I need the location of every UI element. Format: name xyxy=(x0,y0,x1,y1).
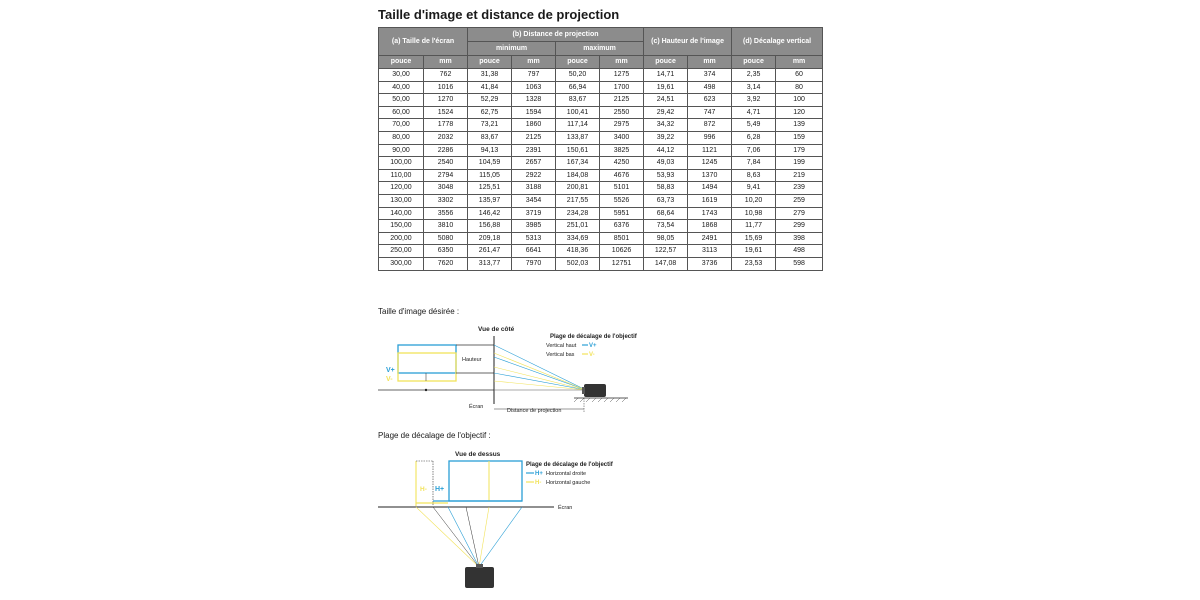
table-cell: 3454 xyxy=(512,194,556,207)
table-cell: 9,41 xyxy=(732,182,776,195)
table-cell: 5313 xyxy=(512,232,556,245)
table-cell: 125,51 xyxy=(468,182,512,195)
table-cell: 68,64 xyxy=(644,207,688,220)
table-cell: 115,05 xyxy=(468,169,512,182)
table-cell: 62,75 xyxy=(468,106,512,119)
table-cell: 3302 xyxy=(424,194,468,207)
table-cell: 40,00 xyxy=(379,81,424,94)
table-cell: 1494 xyxy=(688,182,732,195)
table-row xyxy=(379,106,823,119)
top-h-minus: H- xyxy=(420,486,427,493)
table-cell: 2550 xyxy=(600,106,644,119)
table-cell: 104,59 xyxy=(468,157,512,170)
side-screen-label: Écran xyxy=(469,404,484,410)
top-screen-hplus xyxy=(449,461,522,501)
table-cell: 44,12 xyxy=(644,144,688,157)
header-projection-distance: (b) Distance de projection xyxy=(468,28,644,42)
table-cell: 6641 xyxy=(512,245,556,258)
table-cell: 50,20 xyxy=(556,69,600,82)
table-cell: 4250 xyxy=(600,157,644,170)
table-cell: 200,81 xyxy=(556,182,600,195)
table-cell: 24,51 xyxy=(644,94,688,107)
table-row xyxy=(379,131,823,144)
table-row xyxy=(379,182,823,195)
top-legend-h-plus-label: Horizontal droite xyxy=(546,471,587,477)
table-cell: 5080 xyxy=(424,232,468,245)
table-body xyxy=(379,69,823,271)
table-cell: 122,57 xyxy=(644,245,688,258)
table-cell: 73,54 xyxy=(644,220,688,233)
side-legend-v-minus-label: Vertical bas xyxy=(546,352,575,358)
table-cell: 3400 xyxy=(600,131,644,144)
table-row xyxy=(379,169,823,182)
table-cell: 1063 xyxy=(512,81,556,94)
table-cell: 3810 xyxy=(424,220,468,233)
table-cell: 150,00 xyxy=(379,220,424,233)
table-cell: 80 xyxy=(776,81,823,94)
header-minimum: minimum xyxy=(468,42,556,56)
table-cell: 184,08 xyxy=(556,169,600,182)
table-row xyxy=(379,157,823,170)
table-cell: 1328 xyxy=(512,94,556,107)
table-cell: 156,88 xyxy=(468,220,512,233)
table-cell: 146,42 xyxy=(468,207,512,220)
table-cell: 120 xyxy=(776,106,823,119)
table-cell: 7620 xyxy=(424,257,468,270)
table-cell: 120,00 xyxy=(379,182,424,195)
table-cell: 100,41 xyxy=(556,106,600,119)
table-cell: 209,18 xyxy=(468,232,512,245)
unit-header: pouce xyxy=(556,56,600,69)
table-cell: 498 xyxy=(776,245,823,258)
unit-header: mm xyxy=(600,56,644,69)
table-cell: 598 xyxy=(776,257,823,270)
top-legend-title: Plage de décalage de l'objectif xyxy=(526,462,613,468)
table-cell: 234,28 xyxy=(556,207,600,220)
unit-header: pouce xyxy=(644,56,688,69)
desired-size-heading: Taille d'image désirée : xyxy=(378,307,460,316)
table-cell: 300,00 xyxy=(379,257,424,270)
side-legend-title: Plage de décalage de l'objectif xyxy=(550,334,637,340)
table-cell: 239 xyxy=(776,182,823,195)
top-legend-h-plus-code: H+ xyxy=(535,471,543,477)
table-cell: 251,01 xyxy=(556,220,600,233)
table-cell: 2125 xyxy=(600,94,644,107)
side-screen-vplus xyxy=(398,345,456,373)
table-cell: 1700 xyxy=(600,81,644,94)
table-cell: 623 xyxy=(688,94,732,107)
top-view-diagram xyxy=(378,447,638,593)
table-row xyxy=(379,232,823,245)
table-cell: 1619 xyxy=(688,194,732,207)
table-cell: 797 xyxy=(512,69,556,82)
table-cell: 3985 xyxy=(512,220,556,233)
top-legend-h-minus-label: Horizontal gauche xyxy=(546,480,591,486)
table-cell: 179 xyxy=(776,144,823,157)
table-cell: 15,69 xyxy=(732,232,776,245)
side-view-diagram xyxy=(378,322,638,414)
table-cell: 1743 xyxy=(688,207,732,220)
unit-header: mm xyxy=(776,56,823,69)
unit-header: mm xyxy=(688,56,732,69)
table-cell: 2922 xyxy=(512,169,556,182)
table-cell: 1524 xyxy=(424,106,468,119)
table-cell: 135,97 xyxy=(468,194,512,207)
table-cell: 2657 xyxy=(512,157,556,170)
table-cell: 100,00 xyxy=(379,157,424,170)
table-cell: 2,35 xyxy=(732,69,776,82)
table-cell: 313,77 xyxy=(468,257,512,270)
table-cell: 41,84 xyxy=(468,81,512,94)
table-cell: 199 xyxy=(776,157,823,170)
table-cell: 3825 xyxy=(600,144,644,157)
table-cell: 12751 xyxy=(600,257,644,270)
table-cell: 1275 xyxy=(600,69,644,82)
table-cell: 29,42 xyxy=(644,106,688,119)
table-cell: 159 xyxy=(776,131,823,144)
table-cell: 60,00 xyxy=(379,106,424,119)
table-cell: 3,92 xyxy=(732,94,776,107)
table-cell: 259 xyxy=(776,194,823,207)
table-cell: 98,05 xyxy=(644,232,688,245)
table-row xyxy=(379,194,823,207)
page-title: Taille d'image et distance de projection xyxy=(378,7,620,22)
table-cell: 58,83 xyxy=(644,182,688,195)
table-row xyxy=(379,81,823,94)
table-cell: 1778 xyxy=(424,119,468,132)
table-cell: 133,87 xyxy=(556,131,600,144)
table-cell: 49,03 xyxy=(644,157,688,170)
table-cell: 1868 xyxy=(688,220,732,233)
table-cell: 418,36 xyxy=(556,245,600,258)
table-cell: 762 xyxy=(424,69,468,82)
table-cell: 2286 xyxy=(424,144,468,157)
table-cell: 10,20 xyxy=(732,194,776,207)
side-projector-icon xyxy=(584,384,606,397)
height-label: Hauteur xyxy=(462,357,482,363)
table-cell: 502,03 xyxy=(556,257,600,270)
table-cell: 4676 xyxy=(600,169,644,182)
table-cell: 7970 xyxy=(512,257,556,270)
table-cell: 3,14 xyxy=(732,81,776,94)
unit-header: pouce xyxy=(468,56,512,69)
table-cell: 2032 xyxy=(424,131,468,144)
table-cell: 2794 xyxy=(424,169,468,182)
top-view-title: Vue de dessus xyxy=(455,451,501,458)
top-screen-label: Écran xyxy=(558,505,573,511)
table-row xyxy=(379,144,823,157)
table-cell: 6376 xyxy=(600,220,644,233)
table-cell: 19,61 xyxy=(732,245,776,258)
table-cell: 10,98 xyxy=(732,207,776,220)
table-row xyxy=(379,94,823,107)
top-h-plus: H+ xyxy=(435,486,445,493)
table-cell: 23,53 xyxy=(732,257,776,270)
table-cell: 52,29 xyxy=(468,94,512,107)
table-cell: 2540 xyxy=(424,157,468,170)
table-cell: 150,61 xyxy=(556,144,600,157)
table-cell: 100 xyxy=(776,94,823,107)
table-cell: 2491 xyxy=(688,232,732,245)
table-cell: 39,22 xyxy=(644,131,688,144)
table-cell: 66,94 xyxy=(556,81,600,94)
table-row xyxy=(379,220,823,233)
table-cell: 6350 xyxy=(424,245,468,258)
header-screen-size: (a) Taille de l'écran xyxy=(379,28,468,56)
table-cell: 60 xyxy=(776,69,823,82)
table-cell: 279 xyxy=(776,207,823,220)
unit-header: mm xyxy=(424,56,468,69)
table-cell: 83,67 xyxy=(468,131,512,144)
table-cell: 996 xyxy=(688,131,732,144)
table-cell: 14,71 xyxy=(644,69,688,82)
side-legend-v-plus-code: V+ xyxy=(589,343,597,349)
table-cell: 11,77 xyxy=(732,220,776,233)
header-image-height: (c) Hauteur de l'image xyxy=(644,28,732,56)
table-cell: 334,69 xyxy=(556,232,600,245)
table-cell: 8501 xyxy=(600,232,644,245)
table-cell: 94,13 xyxy=(468,144,512,157)
table-cell: 219 xyxy=(776,169,823,182)
table-cell: 261,47 xyxy=(468,245,512,258)
table-cell: 374 xyxy=(688,69,732,82)
table-cell: 167,34 xyxy=(556,157,600,170)
table-row xyxy=(379,119,823,132)
table-cell: 7,84 xyxy=(732,157,776,170)
side-legend-v-minus-code: V- xyxy=(589,352,595,358)
table-cell: 200,00 xyxy=(379,232,424,245)
table-cell: 1860 xyxy=(512,119,556,132)
table-cell: 140,00 xyxy=(379,207,424,220)
side-screen-vminus xyxy=(398,353,456,381)
top-projector-icon xyxy=(465,567,494,588)
table-cell: 90,00 xyxy=(379,144,424,157)
table-cell: 7,06 xyxy=(732,144,776,157)
table-cell: 398 xyxy=(776,232,823,245)
table-cell: 63,73 xyxy=(644,194,688,207)
table-cell: 217,55 xyxy=(556,194,600,207)
table-cell: 73,21 xyxy=(468,119,512,132)
lens-shift-heading: Plage de décalage de l'objectif : xyxy=(378,431,491,440)
side-view-title: Vue de côté xyxy=(478,326,515,333)
table-cell: 3556 xyxy=(424,207,468,220)
table-cell: 2391 xyxy=(512,144,556,157)
side-v-plus: V+ xyxy=(386,367,395,374)
table-cell: 3736 xyxy=(688,257,732,270)
table-cell: 5526 xyxy=(600,194,644,207)
table-cell: 872 xyxy=(688,119,732,132)
table-cell: 139 xyxy=(776,119,823,132)
table-cell: 31,38 xyxy=(468,69,512,82)
unit-header-row xyxy=(379,56,823,69)
table-cell: 19,61 xyxy=(644,81,688,94)
table-cell: 110,00 xyxy=(379,169,424,182)
table-cell: 250,00 xyxy=(379,245,424,258)
table-cell: 1594 xyxy=(512,106,556,119)
table-cell: 5,49 xyxy=(732,119,776,132)
table-cell: 2125 xyxy=(512,131,556,144)
table-cell: 1270 xyxy=(424,94,468,107)
table-cell: 83,67 xyxy=(556,94,600,107)
side-legend-v-plus-label: Vertical haut xyxy=(546,343,577,349)
table-cell: 747 xyxy=(688,106,732,119)
table-cell: 3719 xyxy=(512,207,556,220)
table-row xyxy=(379,69,823,82)
unit-header: mm xyxy=(512,56,556,69)
projection-table xyxy=(378,27,823,271)
table-cell: 6,28 xyxy=(732,131,776,144)
header-maximum: maximum xyxy=(556,42,644,56)
table-cell: 34,32 xyxy=(644,119,688,132)
table-cell: 2975 xyxy=(600,119,644,132)
table-cell: 147,08 xyxy=(644,257,688,270)
table-cell: 5101 xyxy=(600,182,644,195)
table-cell: 80,00 xyxy=(379,131,424,144)
table-row xyxy=(379,207,823,220)
table-cell: 1245 xyxy=(688,157,732,170)
table-cell: 1121 xyxy=(688,144,732,157)
table-cell: 5951 xyxy=(600,207,644,220)
table-cell: 30,00 xyxy=(379,69,424,82)
unit-header: pouce xyxy=(379,56,424,69)
table-cell: 498 xyxy=(688,81,732,94)
table-cell: 8,63 xyxy=(732,169,776,182)
table-row xyxy=(379,257,823,270)
table-cell: 4,71 xyxy=(732,106,776,119)
table-cell: 3113 xyxy=(688,245,732,258)
table-cell: 1016 xyxy=(424,81,468,94)
table-cell: 70,00 xyxy=(379,119,424,132)
table-cell: 3048 xyxy=(424,182,468,195)
distance-label: Distance de projection xyxy=(507,408,562,414)
table-cell: 130,00 xyxy=(379,194,424,207)
table-cell: 117,14 xyxy=(556,119,600,132)
top-legend-h-minus-code: H- xyxy=(535,480,542,486)
table-cell: 299 xyxy=(776,220,823,233)
table-cell: 10626 xyxy=(600,245,644,258)
header-vertical-offset: (d) Décalage vertical xyxy=(732,28,823,56)
table-cell: 53,93 xyxy=(644,169,688,182)
table-cell: 3188 xyxy=(512,182,556,195)
unit-header: pouce xyxy=(732,56,776,69)
side-v-minus: V- xyxy=(386,376,393,383)
table-row xyxy=(379,245,823,258)
table-cell: 50,00 xyxy=(379,94,424,107)
table-cell: 1370 xyxy=(688,169,732,182)
